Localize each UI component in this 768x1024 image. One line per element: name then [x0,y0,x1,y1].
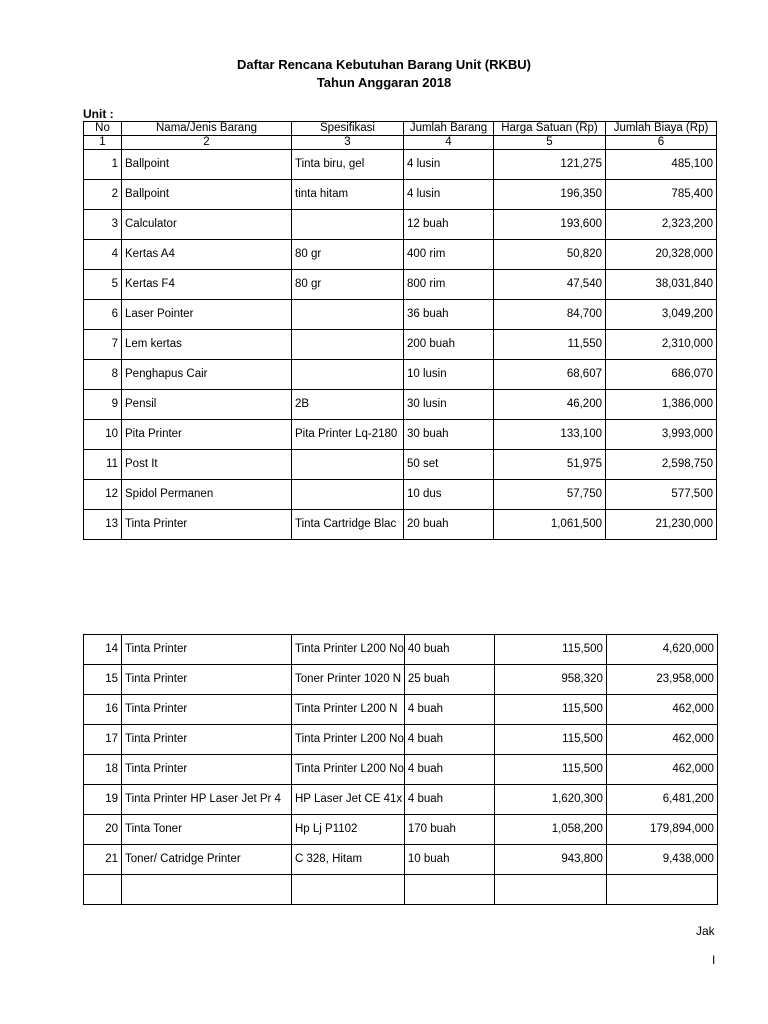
row-number-cell: 16 [84,695,122,725]
item-name-cell: Spidol Permanen [122,480,292,510]
item-spec-cell: Tinta Cartridge Blac [292,510,404,540]
table-row [84,300,717,330]
item-quantity-cell: 10 buah [404,845,494,875]
unit-price-cell: 943,800 [494,845,606,875]
item-name-cell: Penghapus Cair [122,360,292,390]
item-name-cell: Lem kertas [122,330,292,360]
item-spec-cell: 80 gr [292,270,404,300]
unit-price-cell: 1,058,200 [494,815,606,845]
total-cost-cell: 577,500 [606,480,717,510]
table-row [84,360,717,390]
row-number-cell: 15 [84,665,122,695]
item-name-cell: Tinta Printer [122,695,292,725]
total-cost-cell: 785,400 [606,180,717,210]
item-name-cell: Tinta Printer HP Laser Jet Pr 4 [122,785,292,815]
item-name-cell: Tinta Printer [122,725,292,755]
total-cost-cell: 462,000 [606,725,717,755]
table-row [84,510,717,540]
unit-price-cell: 115,500 [494,725,606,755]
item-spec-cell: tinta hitam [292,180,404,210]
item-quantity-cell: 4 buah [404,695,494,725]
unit-label: Unit : [83,107,114,121]
item-quantity-cell: 40 buah [404,635,494,665]
item-quantity-cell: 50 set [404,450,494,480]
total-cost-cell: 3,049,200 [606,300,717,330]
item-name-cell: Tinta Printer [122,510,292,540]
unit-price-cell: 68,607 [494,360,606,390]
empty-cell [292,875,405,905]
table-row [84,150,717,180]
row-number-cell: 1 [84,150,122,180]
row-number-cell: 17 [84,725,122,755]
table-row [84,785,718,815]
item-name-cell: Toner/ Catridge Printer [122,845,292,875]
header-number-cell: 6 [606,136,717,150]
table-row [84,635,718,665]
item-quantity-cell: 4 buah [404,725,494,755]
unit-price-cell: 115,500 [494,635,606,665]
item-name-cell: Calculator [122,210,292,240]
unit-price-cell: 84,700 [494,300,606,330]
item-quantity-cell: 20 buah [404,510,494,540]
total-cost-cell: 1,386,000 [606,390,717,420]
total-cost-cell: 462,000 [606,755,717,785]
header-number-cell: 4 [404,136,494,150]
total-cost-cell: 686,070 [606,360,717,390]
footer-signature-text: I [712,953,716,967]
row-number-cell: 21 [84,845,122,875]
item-spec-cell: Tinta biru, gel [292,150,404,180]
item-quantity-cell: 400 rim [404,240,494,270]
empty-cell [84,875,122,905]
item-name-cell: Tinta Printer [122,755,292,785]
row-number-cell: 9 [84,390,122,420]
total-cost-cell: 20,328,000 [606,240,717,270]
item-spec-cell: Hp Lj P1102 [292,815,405,845]
unit-price-cell: 46,200 [494,390,606,420]
total-cost-cell: 38,031,840 [606,270,717,300]
item-quantity-cell: 25 buah [404,665,494,695]
total-cost-cell: 3,993,000 [606,420,717,450]
item-name-cell: Ballpoint [122,150,292,180]
item-spec-cell: 80 gr [292,240,404,270]
table-row [84,420,717,450]
unit-price-cell: 1,620,300 [494,785,606,815]
item-spec-cell [292,450,404,480]
header-number-row [84,136,717,150]
item-name-cell: Pensil [122,390,292,420]
row-number-cell: 19 [84,785,122,815]
item-quantity-cell: 12 buah [404,210,494,240]
row-number-cell: 5 [84,270,122,300]
total-cost-cell: 2,598,750 [606,450,717,480]
unit-price-cell: 11,550 [494,330,606,360]
item-name-cell: Laser Pointer [122,300,292,330]
item-quantity-cell: 4 lusin [404,180,494,210]
header-cell: Jumlah Biaya (Rp) [606,122,717,136]
unit-price-cell: 115,500 [494,695,606,725]
table-row [84,240,717,270]
header-cell: Nama/Jenis Barang [122,122,292,136]
table-row [84,450,717,480]
row-number-cell: 11 [84,450,122,480]
total-cost-cell: 6,481,200 [606,785,717,815]
table-row [84,695,718,725]
table-row [84,755,718,785]
item-quantity-cell: 36 buah [404,300,494,330]
item-name-cell: Post It [122,450,292,480]
footer-place-text: Jak [696,924,715,938]
item-quantity-cell: 30 lusin [404,390,494,420]
unit-price-cell: 193,600 [494,210,606,240]
total-cost-cell: 23,958,000 [606,665,717,695]
unit-price-cell: 133,100 [494,420,606,450]
row-number-cell: 8 [84,360,122,390]
table-row [84,270,717,300]
item-quantity-cell: 10 lusin [404,360,494,390]
item-spec-cell: Tinta Printer L200 N [292,695,405,725]
item-quantity-cell: 170 buah [404,815,494,845]
item-quantity-cell: 4 buah [404,755,494,785]
row-number-cell: 4 [84,240,122,270]
unit-price-cell: 196,350 [494,180,606,210]
item-spec-cell [292,300,404,330]
item-quantity-cell: 4 buah [404,785,494,815]
table-row [84,180,717,210]
header-number-cell: 2 [122,136,292,150]
item-spec-cell: Tinta Printer L200 No [292,725,405,755]
item-quantity-cell: 30 buah [404,420,494,450]
header-cell: No [84,122,122,136]
header-cell: Harga Satuan (Rp) [494,122,606,136]
row-number-cell: 2 [84,180,122,210]
item-spec-cell [292,480,404,510]
item-spec-cell: Toner Printer 1020 N [292,665,405,695]
unit-price-cell: 115,500 [494,755,606,785]
total-cost-cell: 2,310,000 [606,330,717,360]
item-quantity-cell: 200 buah [404,330,494,360]
empty-table-row [84,875,718,905]
table-row [84,665,718,695]
table-row [84,390,717,420]
unit-price-cell: 121,275 [494,150,606,180]
total-cost-cell: 462,000 [606,695,717,725]
header-row [84,122,717,136]
item-spec-cell: C 328, Hitam [292,845,405,875]
total-cost-cell: 2,323,200 [606,210,717,240]
row-number-cell: 10 [84,420,122,450]
item-spec-cell: HP Laser Jet CE 41x [292,785,405,815]
item-spec-cell [292,330,404,360]
total-cost-cell: 21,230,000 [606,510,717,540]
row-number-cell: 20 [84,815,122,845]
item-name-cell: Tinta Printer [122,665,292,695]
item-name-cell: Kertas A4 [122,240,292,270]
item-spec-cell [292,360,404,390]
items-table-part2 [83,634,718,905]
empty-cell [606,875,717,905]
total-cost-cell: 179,894,000 [606,815,717,845]
item-quantity-cell: 10 dus [404,480,494,510]
item-spec-cell: Tinta Printer L200 No [292,635,405,665]
row-number-cell: 3 [84,210,122,240]
total-cost-cell: 4,620,000 [606,635,717,665]
row-number-cell: 6 [84,300,122,330]
item-spec-cell: Pita Printer Lq-2180 [292,420,404,450]
unit-price-cell: 57,750 [494,480,606,510]
item-name-cell: Tinta Toner [122,815,292,845]
row-number-cell: 14 [84,635,122,665]
header-number-cell: 1 [84,136,122,150]
row-number-cell: 12 [84,480,122,510]
item-name-cell: Tinta Printer [122,635,292,665]
document-title: Daftar Rencana Kebutuhan Barang Unit (RKBU) [237,57,531,72]
unit-price-cell: 50,820 [494,240,606,270]
document-subtitle: Tahun Anggaran 2018 [316,75,452,90]
table-row [84,210,717,240]
item-spec-cell: 2B [292,390,404,420]
header-cell: Spesifikasi [292,122,404,136]
item-quantity-cell: 4 lusin [404,150,494,180]
empty-cell [494,875,606,905]
header-number-cell: 3 [292,136,404,150]
empty-cell [404,875,494,905]
table-row [84,330,717,360]
item-name-cell: Pita Printer [122,420,292,450]
unit-price-cell: 51,975 [494,450,606,480]
unit-price-cell: 1,061,500 [494,510,606,540]
header-number-cell: 5 [494,136,606,150]
item-quantity-cell: 800 rim [404,270,494,300]
empty-cell [122,875,292,905]
unit-price-cell: 47,540 [494,270,606,300]
header-cell: Jumlah Barang [404,122,494,136]
item-name-cell: Kertas F4 [122,270,292,300]
unit-price-cell: 958,320 [494,665,606,695]
total-cost-cell: 485,100 [606,150,717,180]
item-name-cell: Ballpoint [122,180,292,210]
table-row [84,815,718,845]
item-spec-cell: Tinta Printer L200 No [292,755,405,785]
item-spec-cell [292,210,404,240]
table-row [84,725,718,755]
row-number-cell: 7 [84,330,122,360]
items-table-part1 [83,121,717,540]
table-row [84,845,718,875]
table-row [84,480,717,510]
total-cost-cell: 9,438,000 [606,845,717,875]
row-number-cell: 13 [84,510,122,540]
row-number-cell: 18 [84,755,122,785]
